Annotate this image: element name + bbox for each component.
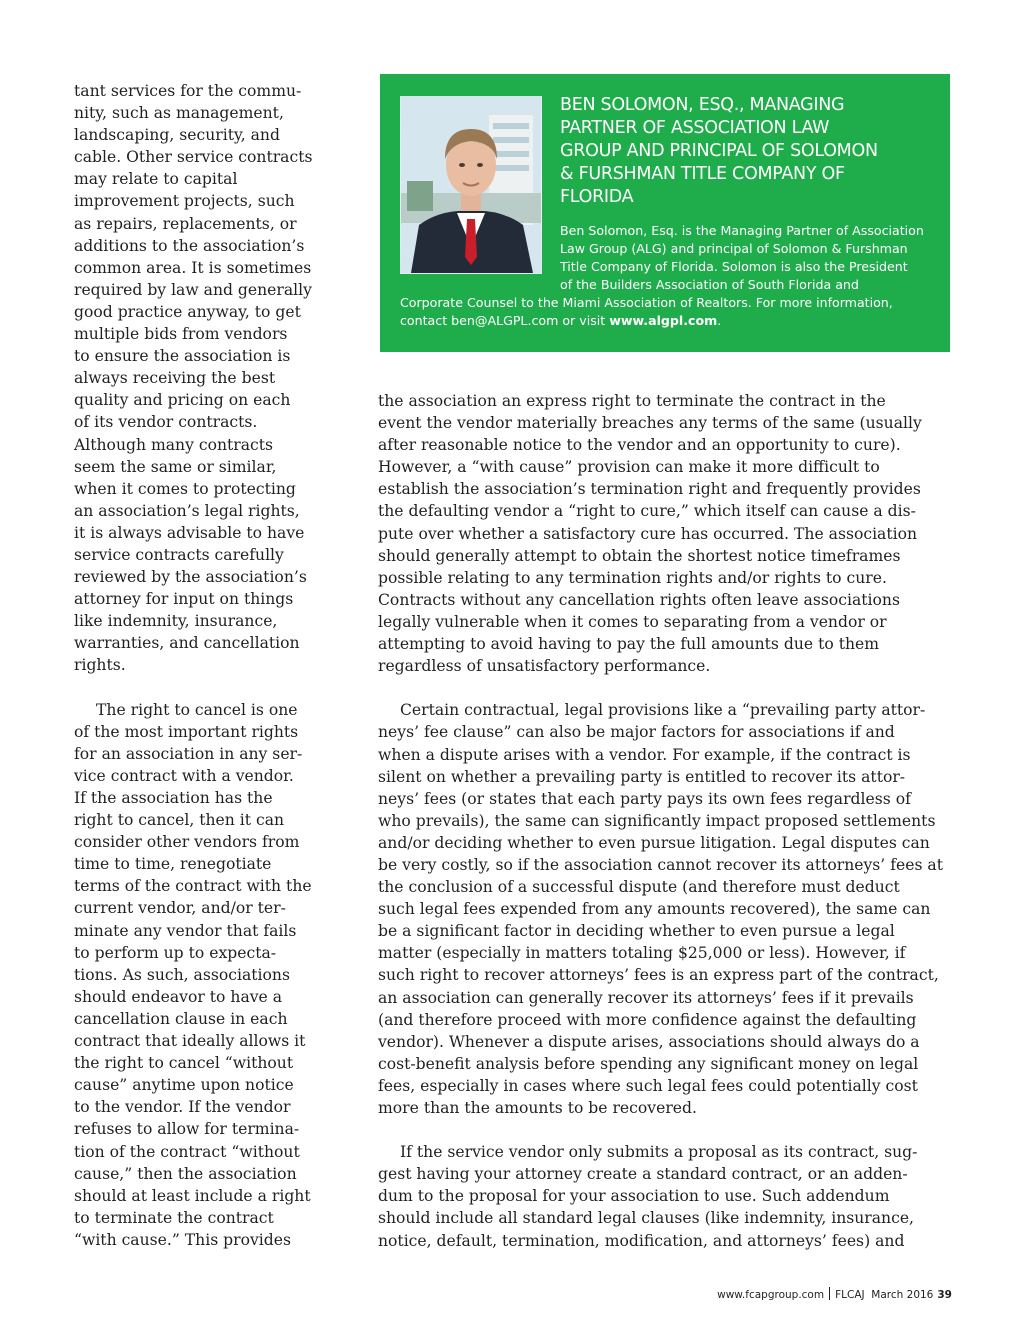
text-line: event the vendor materially breaches any terms of the same (usually — [378, 414, 922, 433]
text-line: it is always advisable to have — [74, 523, 305, 542]
text-line: to the vendor. If the vendor — [74, 1098, 291, 1117]
text-line: more than the amounts to be recovered. — [378, 1099, 697, 1117]
text-line: landscaping, security, and — [74, 126, 280, 145]
text-line: reviewed by the association’s — [74, 568, 307, 587]
text-line: neys’ fees (or states that each party pays its own fees regardless of — [378, 789, 911, 808]
text-line: If the association has the — [74, 789, 273, 807]
text-line: consider other vendors from — [74, 833, 300, 852]
author-bio-continued — [400, 294, 940, 330]
title-line: FLORIDA — [560, 187, 634, 207]
title-line: & FURSHMAN TITLE COMPANY OF — [560, 164, 845, 184]
text-line: seem the same or similar, — [74, 457, 277, 476]
text-line: such legal fees expended from any amounts recovered), the same can — [378, 900, 931, 919]
text-line: pute over whether a satisfactory cure has occurred. The association — [378, 524, 918, 543]
author-photo — [400, 96, 542, 274]
text-line: be a significant factor in deciding whether to even pursue a legal — [378, 922, 895, 941]
text-line: after reasonable notice to the vendor and an opportunity to cure). — [378, 436, 901, 455]
text-line: legally vulnerable when it comes to separating from a vendor or — [378, 612, 887, 631]
text-line: to ensure the association is — [74, 347, 291, 366]
text-line: tion of the contract “without — [74, 1142, 300, 1161]
text-line: tant services for the commu- — [74, 82, 302, 100]
title-line: GROUP AND PRINCIPAL OF SOLOMON — [560, 141, 878, 161]
bio-line: Title Company of Florida. Solomon is also the President — [560, 259, 908, 274]
text-line: dum to the proposal for your association to use. Such addendum — [378, 1187, 890, 1206]
text-line: contract that ideally allows it — [74, 1032, 306, 1051]
text-line: service contracts carefully — [74, 545, 284, 564]
text-line: like indemnity, insurance, — [74, 612, 278, 631]
text-line: may relate to capital — [74, 170, 238, 189]
right-paragraph-3 — [378, 1141, 938, 1251]
text-line: such right to recover attorneys’ fees is an express part of the contract, — [378, 966, 939, 985]
text-line: neys’ fee clause” can also be major factors for associations if and — [378, 723, 895, 742]
text-line: terms of the contract with the — [74, 877, 312, 896]
text-line: attempting to avoid having to pay the full amounts due to them — [378, 635, 880, 654]
footer-website[interactable]: www.fcapgroup.com — [717, 1289, 825, 1301]
text-line: additions to the association’s — [74, 236, 305, 255]
text-line: cable. Other service contracts — [74, 148, 313, 167]
author-title — [560, 94, 930, 209]
text-line: fees, especially in cases where such legal fees could potentially cost — [378, 1076, 918, 1095]
text-line: cost-benefit analysis before spending any significant money on legal — [378, 1054, 919, 1073]
right-paragraph-2 — [378, 699, 943, 1119]
author-portrait-icon — [401, 97, 541, 273]
right-paragraph-1 — [378, 390, 938, 677]
left-paragraph-2 — [74, 699, 319, 1251]
text-line: to terminate the contract — [74, 1208, 274, 1227]
text-line: vice contract with a vendor. — [74, 766, 294, 785]
text-line: attorney for input on things — [74, 590, 294, 609]
bio-line: Ben Solomon, Esq. is the Managing Partner of Association — [560, 223, 924, 238]
text-line: should endeavor to have a — [74, 987, 283, 1006]
text-line: should at least include a right — [74, 1186, 311, 1205]
text-line: warranties, and cancellation — [74, 634, 300, 653]
text-line: nity, such as management, — [74, 104, 284, 123]
text-line: when a dispute arises with a vendor. For example, if the contract is — [378, 745, 911, 764]
text-line: an association can generally recover its attorneys’ fees if it prevails — [378, 988, 914, 1007]
text-line: required by law and generally — [74, 280, 312, 299]
bio-line: of the Builders Association of South Florida and — [560, 277, 859, 292]
text-line: regardless of unsatisfactory performance. — [378, 657, 711, 676]
text-line: minate any vendor that fails — [74, 921, 297, 940]
text-line: tions. As such, associations — [74, 965, 290, 984]
title-line: PARTNER OF ASSOCIATION LAW — [560, 118, 830, 138]
bio-line: Law Group (ALG) and principal of Solomon & Furshman — [560, 241, 908, 256]
text-line: matter (especially in matters totaling $25,000 or less). However, if — [378, 944, 906, 963]
text-line: rights. — [74, 656, 126, 675]
text-line: the defaulting vendor a “right to cure,” which itself can cause a dis- — [378, 502, 916, 521]
text-line: possible relating to any termination rights and/or rights to cure. — [378, 568, 887, 587]
text-line: (and therefore proceed with more confidence against the defaulting — [378, 1010, 917, 1029]
text-line: should generally attempt to obtain the shortest notice timeframes — [378, 546, 901, 565]
text-line: always receiving the best — [74, 369, 276, 388]
footer-issue: March 2016 — [871, 1289, 934, 1301]
text-line: vendor). Whenever a dispute arises, associations should always do a — [378, 1032, 920, 1051]
text-line: the right to cancel “without — [74, 1054, 294, 1073]
text-line: of its vendor contracts. — [74, 413, 258, 432]
left-paragraph-1 — [74, 80, 319, 677]
text-line: The right to cancel is one — [96, 700, 298, 719]
text-line: common area. It is sometimes — [74, 258, 312, 277]
text-line: time to time, renegotiate — [74, 855, 272, 874]
text-line: as repairs, replacements, or — [74, 214, 297, 233]
text-line: Certain contractual, legal provisions like a “prevailing party attor- — [400, 701, 926, 720]
text-line: the conclusion of a successful dispute (and therefore must deduct — [378, 878, 900, 897]
text-line: silent on whether a prevailing party is entitled to recover its attor- — [378, 767, 906, 786]
text-line: right to cancel, then it can — [74, 811, 285, 830]
right-column — [378, 390, 943, 1252]
text-line: gest having your attorney create a standard contract, or an adden- — [378, 1165, 908, 1184]
author-bio-box — [380, 74, 950, 352]
text-line: cause” anytime upon notice — [74, 1076, 294, 1095]
text-line: cancellation clause in each — [74, 1009, 288, 1028]
text-line: the association an express right to terminate the contract in the — [378, 392, 886, 410]
left-column — [74, 80, 319, 1251]
text-line: be very costly, so if the association cannot recover its attorneys’ fees at — [378, 855, 943, 874]
contact-suffix: . — [717, 313, 722, 328]
title-line: BEN SOLOMON, ESQ., MANAGING — [560, 95, 845, 115]
text-line: quality and pricing on each — [74, 391, 291, 410]
text-line: Although many contracts — [74, 435, 274, 454]
text-line: and/or deciding whether to even pursue litigation. Legal disputes can — [378, 833, 930, 852]
text-line: to perform up to expecta- — [74, 943, 277, 962]
text-line: cause,” then the association — [74, 1164, 297, 1183]
footer-divider — [829, 1287, 830, 1300]
text-line: establish the association’s termination right and frequently provides — [378, 480, 921, 499]
page-number: 39 — [937, 1289, 952, 1301]
text-line: improvement projects, such — [74, 192, 295, 211]
author-bio — [560, 222, 940, 294]
text-line: Contracts without any cancellation rights often leave associations — [378, 590, 900, 609]
text-line: refuses to allow for termina- — [74, 1120, 300, 1139]
text-line: multiple bids from vendors — [74, 325, 288, 344]
bio-line: Corporate Counsel to the Miami Association of Realtors. For more information, — [400, 295, 893, 310]
footer-publication: FLCAJ — [835, 1289, 865, 1301]
text-line: current vendor, and/or ter- — [74, 899, 286, 918]
website-link[interactable]: www.algpl.com — [609, 313, 718, 328]
contact-line — [400, 312, 940, 330]
text-line: “with cause.” This provides — [74, 1230, 291, 1249]
text-line: for an association in any ser- — [74, 744, 303, 763]
text-line: However, a “with cause” provision can make it more difficult to — [378, 458, 880, 477]
text-line: of the most important rights — [74, 722, 299, 741]
text-line: notice, default, termination, modification, and attorneys’ fees) and — [378, 1231, 905, 1250]
text-line: who prevails), the same can significantly impact proposed settlements — [378, 811, 936, 830]
text-line: good practice anyway, to get — [74, 302, 301, 321]
text-line: should include all standard legal clauses (like indemnity, insurance, — [378, 1209, 915, 1228]
text-line: when it comes to protecting — [74, 479, 296, 498]
text-line: an association’s legal rights, — [74, 501, 300, 520]
page-footer — [650, 1287, 952, 1301]
text-line: If the service vendor only submits a proposal as its contract, sug- — [400, 1143, 918, 1162]
contact-prefix: contact ben@ALGPL.com or visit — [400, 313, 610, 328]
